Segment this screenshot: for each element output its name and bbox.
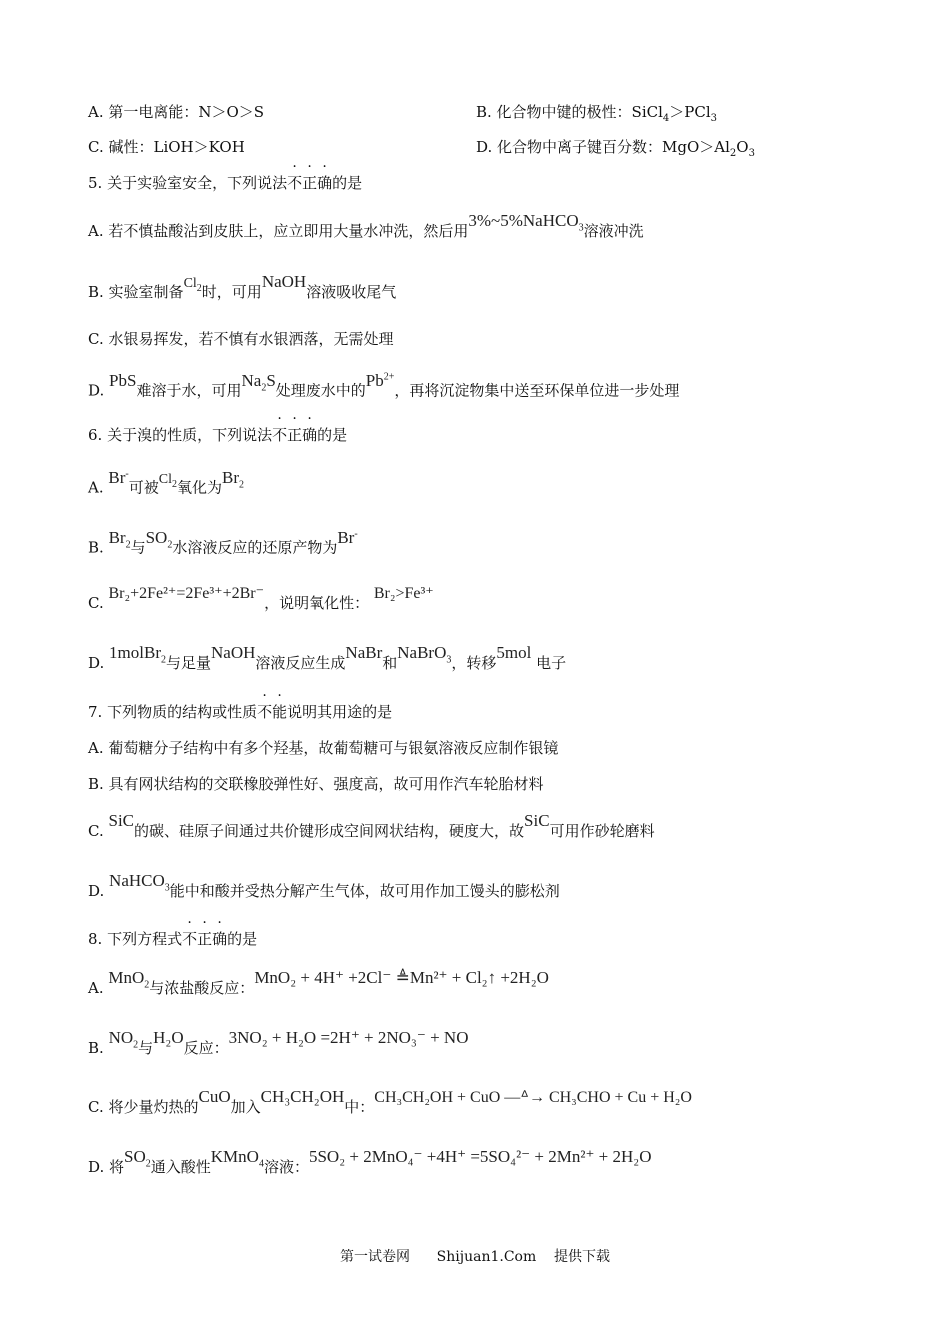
q6-a-mid2: 氧化为 <box>176 478 222 497</box>
q5-option-d <box>88 370 680 408</box>
q8-d-so2: $SO_2$ <box>124 1147 151 1170</box>
q6-stem <box>88 425 347 445</box>
q8-a-mid: 与浓盐酸反应： <box>149 979 255 997</box>
q7-c-sic: SiC <box>108 811 135 830</box>
q7-c-sic2: SiC <box>524 811 550 830</box>
q4-option-a <box>88 102 264 122</box>
q5-a-post: 溶液冲洗 <box>583 222 644 240</box>
formula: Br <box>108 467 126 487</box>
q8-c-mid1: 加入 <box>230 1098 261 1116</box>
q6-option-d <box>88 643 567 680</box>
q6-d-mid2: 溶液反应生成 <box>255 654 346 672</box>
q7-stem <box>88 702 392 722</box>
q4-option-b-text: B. 化合物中键的极性：SiCl <box>476 103 663 121</box>
q8-b-h2o: H₂O <box>153 1028 184 1047</box>
q6-b-mid2: 水溶液反应的还原产物为 <box>172 538 338 557</box>
formula: 1molBr <box>109 643 161 662</box>
emphasis-char: 确 <box>212 930 228 948</box>
q5-b-text: B. 实验室制备 <box>88 283 184 301</box>
formula: SO <box>145 527 168 547</box>
q5-b-naoh: NaOH <box>261 272 307 291</box>
q5-a-formula: 3%~5%NaHCO$_3$ <box>468 211 584 234</box>
q6-c-mid: ，说明氧化性： <box>264 594 370 612</box>
q6-d-nabr: NaBr <box>345 643 383 662</box>
q8-stem <box>88 929 257 949</box>
q7-d-label: D. <box>88 882 105 900</box>
q8-b-label: B. <box>88 1039 104 1057</box>
q5-c-text: C. 水银易挥发，若不慎有水银洒落，无需处理 <box>88 330 394 348</box>
q6-stem-end: 的是 <box>317 426 348 444</box>
formula: Na <box>241 370 262 390</box>
q8-option-d <box>88 1147 652 1184</box>
q6-d-post: 电子 <box>536 654 567 672</box>
q4-option-d-mid: O <box>736 138 749 156</box>
q8-d-kmno4: KMnO$_4$ <box>210 1147 264 1170</box>
q6-d-naoh: NaOH <box>211 643 256 662</box>
formula: Cl <box>158 471 172 487</box>
q4-option-d-text: D. 化合物中离子键百分数：MgO＞Al <box>476 138 730 156</box>
q8-c-ethanol: CH₃CH₂OH <box>260 1087 345 1106</box>
formula: Pb <box>365 370 384 390</box>
q7-option-c <box>88 811 655 841</box>
formula: Br <box>337 527 355 547</box>
q4-option-b: B. 化合物中键的极性：SiCl$_4$＞PCl$_3$ <box>476 103 718 124</box>
q6-c-label: C. <box>88 594 104 612</box>
q6-c-equation: Br₂+2Fe²⁺=2Fe³⁺+2Br⁻ <box>108 585 265 602</box>
q6-b-so2: $SO_2$ <box>145 527 173 551</box>
q4-option-d: D. 化合物中离子键百分数：$MgO>Al_2O_3$ <box>476 138 755 159</box>
emphasis-char: 不 <box>287 174 303 192</box>
q6-a-br2: $Br_2$ <box>222 467 244 491</box>
q6-b-mid1: 与 <box>130 538 146 557</box>
q5-b-cl: $Cl_2$ <box>183 276 202 294</box>
emphasis-char: 正 <box>302 174 318 192</box>
q7-option-d <box>88 871 560 908</box>
q7-stem-end: 说明其用途的是 <box>287 703 393 721</box>
q6-a-mid1: 可被 <box>128 478 159 497</box>
q8-d-mid1: 通入酸性 <box>150 1158 211 1176</box>
q6-option-b <box>88 527 358 565</box>
emphasis-char: 能 <box>272 703 288 721</box>
q5-d-pbs: PbS <box>109 370 137 390</box>
formula: KMnO <box>210 1147 259 1166</box>
q8-stem-text: 8. 下列方程式 <box>88 930 183 948</box>
q8-b-no2: $NO_2$ <box>108 1028 139 1051</box>
q8-b-equation: 3NO₂ + H₂O =2H⁺ + 2NO₃⁻ + NO <box>228 1028 469 1047</box>
q5-stem <box>88 173 362 193</box>
q6-c-oxidation: Br₂>Fe³⁺ <box>373 585 434 602</box>
q6-a-label: A. <box>88 478 104 497</box>
q6-d-mid1: 与足量 <box>166 654 212 672</box>
q8-d-equation: 5SO₂ + 2MnO₄⁻ +4H⁺ =5SO₄²⁻ + 2Mn²⁺ + 2H₂O <box>308 1147 652 1166</box>
formula: Br <box>222 467 239 487</box>
q5-d-pb <box>366 371 395 390</box>
q8-a-mno2: MnO$_2$ <box>108 968 150 991</box>
formula: 3%~5%NaHCO <box>468 211 579 230</box>
q7-c-post: 可用作砂轮磨料 <box>549 822 655 840</box>
q6-a-br: Br- <box>108 467 129 487</box>
q6-b-br2: $Br_2$ <box>108 527 131 551</box>
emphasis-char: 不 <box>257 703 273 721</box>
q5-stem-text: 5. 关于实验室安全，下列说法 <box>88 174 288 192</box>
q5-d-mid2: 处理废水中的 <box>275 381 366 400</box>
q6-d-mid3: ，转移 <box>451 654 497 672</box>
q8-a-equation: MnO₂ + 4H⁺ +2Cl⁻ ≜Mn²⁺ + Cl₂↑ +2H₂O <box>254 968 549 987</box>
formula: S <box>266 370 276 390</box>
q6-d-5mol: 5mol <box>496 643 532 662</box>
q4-option-c-text: C. 碱性：LiOH＞KOH <box>88 138 245 156</box>
emphasis-char: 正 <box>287 426 303 444</box>
q8-stem-end: 的是 <box>227 930 258 948</box>
charge: 2+ <box>383 371 395 382</box>
q4-option-c <box>88 137 245 157</box>
q4-option-b-mid: ＞PCl <box>669 103 711 121</box>
q8-c-equation: CH₃CH₂OH + CuO —ᐞ→ CH₃CHO + Cu + H₂O <box>374 1089 692 1106</box>
q6-d-and: 和 <box>382 654 398 672</box>
q5-d-label: D. <box>88 381 105 400</box>
q8-option-c <box>88 1087 692 1118</box>
q6-a-cl: $Cl_2$ <box>158 471 177 490</box>
q6-d-mol: 1molBr$_2$ <box>109 643 166 666</box>
q8-c-mid2: 中： <box>344 1098 375 1116</box>
q7-c-label: C. <box>88 822 104 840</box>
q8-option-b <box>88 1028 469 1065</box>
q5-d-post: ，再将沉淀物集中送至环保单位进一步处理 <box>394 381 680 400</box>
q6-d-label: D. <box>88 654 105 672</box>
q5-option-b <box>88 272 397 309</box>
q8-d-mid2: 溶液： <box>263 1158 309 1176</box>
q8-b-mid2: 反应： <box>183 1039 229 1057</box>
q5-stem-end: 的是 <box>332 174 363 192</box>
q8-a-label: A. <box>88 979 104 997</box>
q8-b-mid1: 与 <box>138 1039 154 1057</box>
q7-option-a <box>88 738 558 758</box>
q5-b-post: 溶液吸收尾气 <box>306 283 397 301</box>
formula: NO <box>108 1028 134 1047</box>
emphasis-char: 不 <box>272 426 288 444</box>
formula: SO <box>124 1147 146 1166</box>
emphasis-char: 正 <box>197 930 213 948</box>
page-footer: 第一试卷网 Shijuan1.Com 提供下载 <box>339 1249 611 1265</box>
q6-option-c <box>88 585 434 614</box>
q7-c-mid: 的碳、硅原子间通过共价键形成空间网状结构，硬度大，故 <box>134 822 525 840</box>
q7-option-b <box>88 774 544 794</box>
formula: NaHCO <box>109 871 165 890</box>
q6-option-a <box>88 467 244 505</box>
q5-d-mid1: 难溶于水，可用 <box>136 381 242 400</box>
q5-option-c <box>88 329 393 349</box>
q5-d-na2s: $Na_2S$ <box>241 370 276 394</box>
q4-option-a-text: A. 第一电离能：N＞O＞S <box>88 103 265 121</box>
formula: NaBrO <box>397 643 447 662</box>
formula: MnO <box>108 968 145 987</box>
emphasis-char: 不 <box>182 930 198 948</box>
emphasis-char: 确 <box>302 426 318 444</box>
q8-d-text: D. 将 <box>88 1158 125 1176</box>
formula: Cl <box>183 276 197 291</box>
q8-c-text: C. 将少量灼热的 <box>88 1098 199 1116</box>
q7-d-post: 能中和酸并受热分解产生气体，故可用作加工馒头的膨松剂 <box>169 882 560 900</box>
formula: Br <box>108 527 126 547</box>
q5-b-mid: 时，可用 <box>201 283 262 301</box>
emphasis-char: 确 <box>317 174 333 192</box>
q7-d-nahco3: NaHCO$_3$ <box>109 871 170 894</box>
q6-stem-text: 6. 关于溴的性质，下列说法 <box>88 426 273 444</box>
q5-a-text: A. 若不慎盐酸沾到皮肤上，应立即用大量水冲洗，然后用 <box>88 222 469 240</box>
q7-a-text: A. 葡萄糖分子结构中有多个羟基，故葡萄糖可与银氨溶液反应制作银镜 <box>88 739 559 757</box>
q5-option-a <box>88 211 644 248</box>
q8-option-a <box>88 968 549 1005</box>
q7-b-text: B. 具有网状结构的交联橡胶弹性好、强度高，故可用作汽车轮胎材料 <box>88 775 544 793</box>
q7-stem-text: 7. 下列物质的结构或性质 <box>88 703 258 721</box>
q6-b-label: B. <box>88 538 104 557</box>
q8-c-cuo: CuO <box>198 1087 231 1106</box>
q6-d-nabro3: NaBrO$_3$ <box>397 643 452 666</box>
q6-b-br: Br- <box>337 527 358 547</box>
